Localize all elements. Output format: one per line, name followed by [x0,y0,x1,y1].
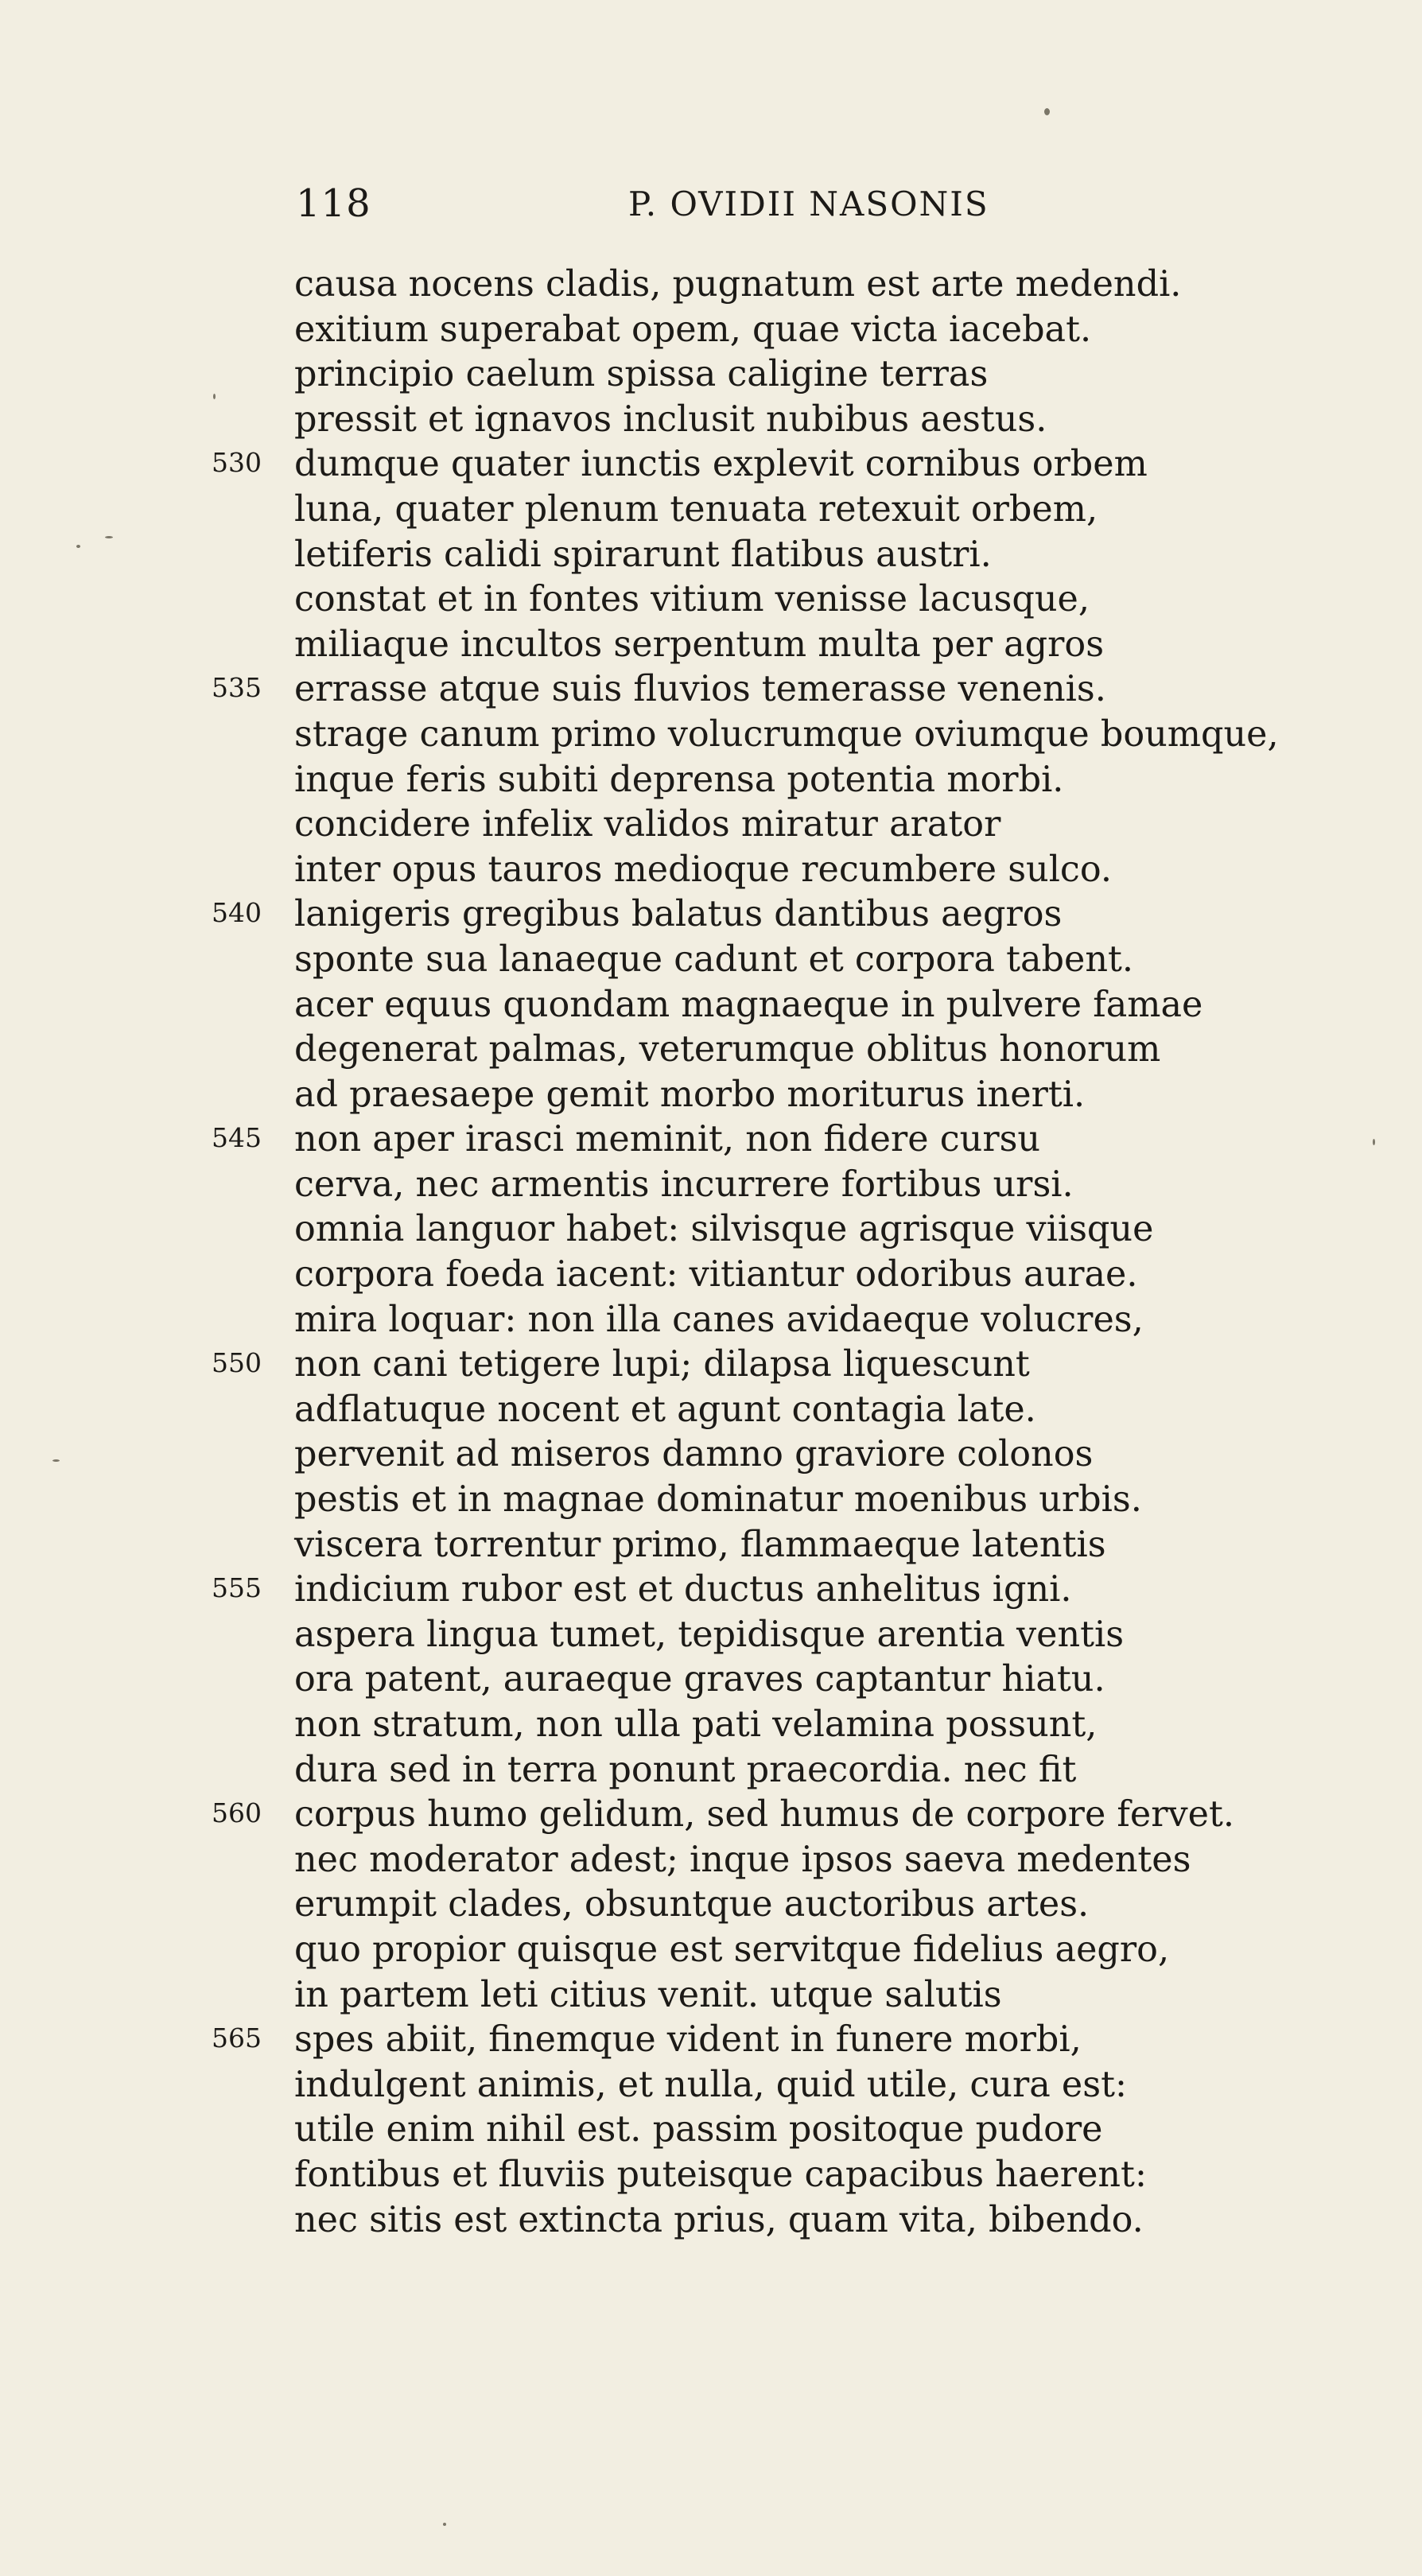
verse-text: inter opus tauros medioque recumbere sulco. [294,849,1112,890]
line-number: 535 [212,672,262,704]
verse-text: in partem leti citius venit. utque salutis [294,1974,1002,2015]
verse-text: pestis et in magnae dominatur moenibus urbis. [294,1479,1142,1521]
verse-line [0,1253,1422,1298]
verse-line [0,1928,1422,1973]
verse-text: lanigeris gregibus balatus dantibus aegros [294,894,1063,935]
line-number: 555 [212,1572,262,1604]
verse-line [0,2153,1422,2198]
verse-text: inque feris subiti deprensa potentia morbi. [294,759,1064,800]
verse-line [0,1163,1422,1208]
verse-text: sponte sua lanaeque cadunt et corpora tabent. [294,938,1134,980]
verse-line [0,1703,1422,1748]
verse-text: ora patent, auraeque graves captantur hiatu. [294,1659,1105,1700]
verse-line [0,1613,1422,1658]
verse-line [0,802,1422,848]
verse-line [0,1882,1422,1928]
verse-text: pressit et ignavos inclusit nubibus aestus. [294,398,1047,440]
verse-text: adflatuque nocent et agunt contagia late. [294,1389,1036,1430]
line-number: 550 [212,1347,262,1379]
verse-text: pervenit ad miseros damno graviore colonos [294,1434,1094,1475]
verse-text: non stratum, non ulla pati velamina possunt, [294,1704,1098,1745]
verse-text: indulgent animis, et nulla, quid utile, cura est: [294,2064,1127,2105]
verse-text: letiferis calidi spirarunt flatibus austri. [294,534,992,575]
verse-line [0,1657,1422,1703]
verse-line [0,442,1422,488]
verse-line [0,1342,1422,1388]
verse-line [0,1973,1422,2018]
verse-line [0,488,1422,533]
line-number: 565 [212,2022,262,2054]
running-head: P. OVIDII NASONIS [628,185,989,223]
verse-line [0,2108,1422,2153]
verse-text: corpus humo gelidum, sed humus de corpore fervet. [294,1794,1235,1836]
verse-text: non cani tetigere lupi; dilapsa liquescunt [294,1344,1030,1385]
verse-line [0,1028,1422,1073]
verse-line [0,1117,1422,1163]
verse-text: fontibus et fluviis puteisque capacibus haerent: [294,2154,1147,2195]
verse-text: quo propior quisque est servitque fidelius aegro, [294,1929,1170,1970]
verse-line [0,1298,1422,1343]
verse-text: acer equus quondam magnaeque in pulvere famae [294,984,1203,1025]
verse-text: cerva, nec armentis incurrere fortibus ursi. [294,1164,1074,1205]
line-number: 560 [212,1797,262,1829]
verse-text: exitium superabat opem, quae victa iacebat. [294,309,1092,350]
verse-line [0,2063,1422,2108]
verse-line [0,308,1422,353]
verse-line [0,262,1422,308]
verse-text: constat et in fontes vitium venisse lacusque, [294,579,1090,620]
verse-text: aspera lingua tumet, tepidisque arentia ventis [294,1614,1125,1655]
verse-line [0,352,1422,398]
verse-text: spes abiit, finemque vident in funere morbi, [294,2019,1082,2061]
verse-line [0,533,1422,578]
verse-text: viscera torrentur primo, flammaeque latentis [294,1524,1106,1565]
verse-text: erumpit clades, obsuntque auctoribus artes. [294,1884,1090,1925]
line-number: 545 [212,1122,262,1154]
verse-line [0,1388,1422,1433]
verse-text: errasse atque suis fluvios temerasse venenis. [294,669,1106,710]
line-number: 530 [212,447,262,479]
verse-text: ad praesaepe gemit morbo moriturus inerti. [294,1074,1086,1115]
verse-line [0,577,1422,623]
verse-text: principio caelum spissa caligine terras [294,354,989,395]
verse-line [0,848,1422,893]
verse-text: miliaque incultos serpentum multa per agros [294,624,1105,665]
verse-text: dumque quater iunctis explevit cornibus orbem [294,444,1148,485]
verse-text: luna, quater plenum tenuata retexuit orbem, [294,488,1098,530]
verse-text: strage canum primo volucrumque oviumque boumque, [294,713,1279,755]
verse-line [0,1793,1422,1838]
verse-line [0,983,1422,1028]
verse-text: utile enim nihil est. passim positoque pudore [294,2109,1103,2151]
verse-list [0,262,1422,2243]
verse-line [0,1478,1422,1523]
verse-text: dura sed in terra ponunt praecordia. nec fit [294,1749,1077,1790]
verse-line [0,938,1422,983]
verse-line [0,1568,1422,1613]
verse-text: nec sitis est extincta prius, quam vita, bibendo. [294,2199,1144,2240]
verse-text: degenerat palmas, veterumque oblitus honorum [294,1029,1161,1070]
verse-text: nec moderator adest; inque ipsos saeva medentes [294,1839,1191,1880]
verse-text: causa nocens cladis, pugnatum est arte medendi. [294,264,1182,305]
line-number: 540 [212,897,262,929]
verse-line [0,713,1422,758]
verse-text: mira loquar: non illa canes avidaeque volucres, [294,1299,1144,1340]
page-header [296,181,1012,237]
verse-text: concidere infelix validos miratur arator [294,804,1001,845]
page-number: 118 [296,181,371,226]
verse-line [0,2018,1422,2063]
verse-line [0,398,1422,443]
verse-line [0,667,1422,713]
verse-line [0,758,1422,803]
verse-line [0,1432,1422,1478]
verse-line [0,892,1422,938]
verse-line [0,1748,1422,1793]
verse-text: omnia languor habet: silvisque agrisque viisque [294,1209,1154,1250]
verse-line [0,2198,1422,2244]
verse-line [0,1523,1422,1568]
verse-line [0,1207,1422,1253]
verse-text: corpora foeda iacent: vitiantur odoribus aurae. [294,1254,1138,1296]
verse-line [0,623,1422,668]
verse-line [0,1838,1422,1883]
verse-line [0,1073,1422,1118]
verse-text: indicium rubor est et ductus anhelitus igni. [294,1569,1072,1610]
verse-text: non aper irasci meminit, non fidere cursu [294,1119,1041,1160]
